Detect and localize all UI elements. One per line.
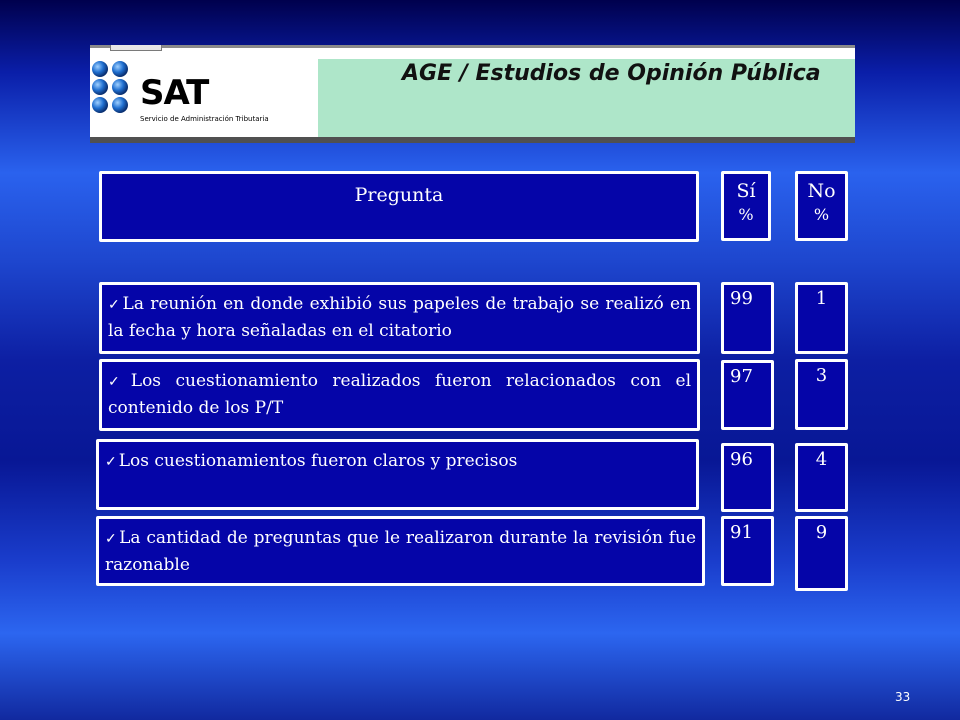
question-text: Los cuestionamientos fueron claros y precisos — [118, 451, 518, 471]
yes-percent-value: 97 — [730, 366, 753, 387]
sat-logo-subtitle: Servicio de Administración Tributaria — [140, 115, 269, 123]
no-value-box — [795, 443, 848, 512]
question-box — [99, 282, 700, 354]
question-box — [96, 516, 705, 586]
banner-bottom-line — [90, 137, 855, 143]
header-banner — [90, 45, 855, 143]
question-box — [96, 439, 699, 510]
yes-percent-value: 99 — [730, 288, 753, 309]
yes-value-box — [721, 443, 774, 512]
yes-percent-value: 96 — [730, 449, 753, 470]
no-header-label: No — [807, 180, 836, 202]
yes-header-label: Sí — [736, 180, 756, 202]
question-text: La cantidad de preguntas que le realizaron durante la revisión fue razonable — [105, 528, 697, 575]
sat-logo — [90, 57, 318, 137]
sat-logo-circles-icon — [90, 57, 140, 117]
no-percent-value: 1 — [815, 288, 828, 309]
yes-header-percent: % — [738, 205, 754, 224]
no-value-box — [795, 359, 848, 430]
yes-value-box — [721, 516, 774, 586]
checkmark-icon: ✓ — [105, 531, 118, 547]
question-box — [99, 359, 700, 431]
checkmark-icon: ✓ — [105, 454, 117, 470]
no-header-box — [795, 171, 848, 241]
question-text: Los cuestionamiento realizados fueron relacionados con el contenido de los P/T — [108, 371, 692, 418]
banner-top-line — [90, 45, 855, 48]
no-percent-value: 4 — [815, 449, 828, 470]
no-value-box — [795, 282, 848, 354]
question-header-label: Pregunta — [354, 184, 444, 206]
yes-value-box — [721, 282, 774, 354]
no-percent-value: 3 — [815, 365, 828, 386]
page-title: AGE / Estudios de Opinión Pública — [402, 61, 821, 86]
page-number: 33 — [895, 690, 911, 704]
question-text: La reunión en donde exhibió sus papeles de trabajo se realizó en la fecha y hora señaladas en el citatorio — [108, 294, 691, 341]
yes-value-box — [721, 360, 774, 430]
no-value-box — [795, 516, 848, 591]
no-percent-value: 9 — [815, 522, 828, 543]
checkmark-icon: ✓ — [108, 297, 121, 313]
yes-percent-value: 91 — [730, 522, 753, 543]
sat-logo-text: SAT — [140, 73, 209, 113]
yes-header-box — [721, 171, 771, 241]
no-header-percent: % — [813, 205, 830, 224]
question-header-box — [99, 171, 699, 242]
checkmark-icon: ✓ — [108, 374, 129, 390]
banner-tab — [110, 45, 162, 51]
